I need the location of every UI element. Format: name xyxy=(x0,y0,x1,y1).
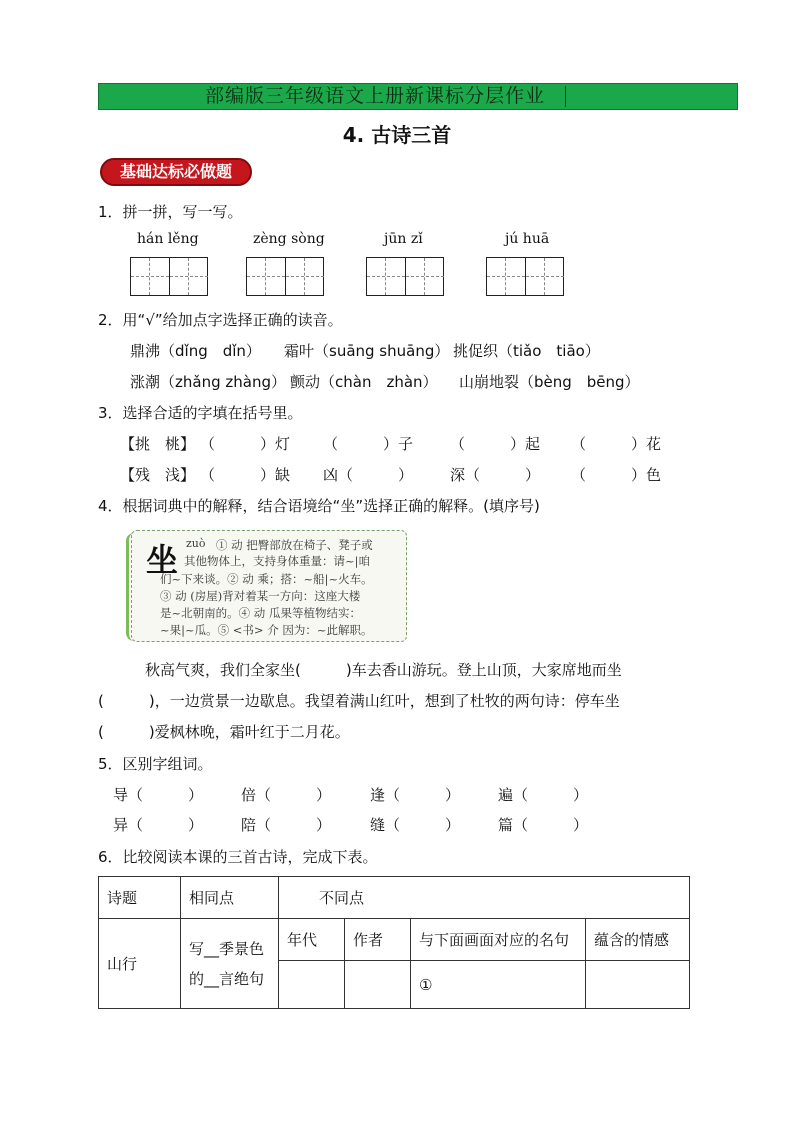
dictionary-line: ~果|~瓜。⑤ <书> 介 因为：~此解职。 xyxy=(160,623,373,637)
section-badge: 基础达标必做题 xyxy=(100,158,252,186)
q5-blank[interactable]: 缝（ ） xyxy=(370,816,461,834)
q5-blank[interactable]: 篇（ ） xyxy=(498,816,589,834)
q5-blank[interactable]: 倍（ ） xyxy=(241,786,332,804)
q6-prompt: 6．比较阅读本课的三首古诗，完成下表。 xyxy=(98,848,378,866)
q5-blank[interactable]: 异（ ） xyxy=(113,816,204,834)
q2-item: 涨潮（zhǎng zhàng） xyxy=(130,373,286,391)
q5-blank[interactable]: 导（ ） xyxy=(113,786,204,804)
subheader-famous-line: 与下面画面对应的名句 xyxy=(411,919,586,961)
q3-prompt: 3．选择合适的字填在括号里。 xyxy=(98,404,303,422)
q3-blank[interactable]: （ ）花 xyxy=(571,435,662,453)
q1-pinyin-3: jūn zǐ xyxy=(384,231,423,247)
q3-blank[interactable]: （ ）灯 xyxy=(200,435,291,453)
subheader-era: 年代 xyxy=(279,919,345,961)
subheader-author: 作者 xyxy=(345,919,411,961)
q2-item: 鼎沸（dǐng dǐn） xyxy=(130,342,261,360)
q5-prompt: 5．区别字组词。 xyxy=(98,755,213,773)
dictionary-line: ③ 动 (房屋)背对着某一方向：这座大楼 xyxy=(160,589,361,603)
dictionary-headword: 坐 xyxy=(146,541,179,579)
dictionary-line: 其他物体上，支持身体重量：请~|咱 xyxy=(184,554,371,568)
dictionary-entry xyxy=(131,530,407,642)
similarity-line: 的__言绝句 xyxy=(189,969,265,988)
q2-prompt: 2．用“√”给加点字选择正确的读音。 xyxy=(98,311,343,329)
header-difference: 不同点 xyxy=(279,877,690,919)
similarity-line: 写__季景色 xyxy=(189,939,265,958)
q4-passage-line: ( )爱枫林晚，霜叶红于二月花。 xyxy=(98,723,350,741)
q1-pinyin-2: zèng sòng xyxy=(253,231,325,247)
q3-blank[interactable]: （ ）子 xyxy=(323,435,414,453)
q1-prompt: 1．拼一拼，写一写。 xyxy=(98,203,243,221)
answer-cell-emotion[interactable] xyxy=(586,961,690,1009)
answer-cell-era[interactable] xyxy=(279,961,345,1009)
q2-item: 颤动（chàn zhàn） xyxy=(290,373,438,391)
text-cursor xyxy=(565,86,566,107)
answer-cell-author[interactable] xyxy=(345,961,411,1009)
dictionary-line: 们~下来谈。② 动 乘；搭：~船|~火车。 xyxy=(160,572,373,586)
q4-prompt: 4．根据词典中的解释，结合语境给“坐”选择正确的解释。(填序号) xyxy=(98,497,540,515)
q4-passage-line: 秋高气爽，我们全家坐( )车去香山游玩。登上山顶，大家席地而坐 xyxy=(145,661,622,679)
subheader-emotion: 蕴含的情感 xyxy=(586,919,690,961)
answer-cell-famous-line[interactable] xyxy=(411,961,586,1009)
q2-item: 挑促织（tiǎo tiāo） xyxy=(453,342,600,360)
dictionary-line: 是~北朝南的。④ 动 瓜果等植物结实： xyxy=(160,606,361,620)
q1-writing-grid-2[interactable] xyxy=(246,257,324,296)
q4-passage-line: ( )，一边赏景一边歇息。我望着满山红叶，想到了杜牧的两句诗：停车坐 xyxy=(98,692,620,710)
q3-blank[interactable]: 凶（ ） xyxy=(323,466,414,484)
q1-writing-grid-4[interactable] xyxy=(486,257,564,296)
poem-title-cell: 山行 xyxy=(99,919,181,1009)
leaf-decoration-icon xyxy=(126,533,143,641)
q3-blank[interactable]: 深（ ） xyxy=(450,466,541,484)
item-marker: ① xyxy=(419,975,433,994)
q1-writing-grid-1[interactable] xyxy=(130,257,208,296)
q3-char-group: 【挑 桃】 xyxy=(120,435,196,453)
dictionary-pinyin: zuò xyxy=(186,537,206,550)
q3-blank[interactable]: （ ）缺 xyxy=(200,466,291,484)
lesson-title: 4. 古诗三首 xyxy=(342,123,452,147)
q5-blank[interactable]: 遍（ ） xyxy=(498,786,589,804)
dictionary-line: ① 动 把臀部放在椅子、凳子或 xyxy=(216,538,373,552)
q3-blank[interactable]: （ ）色 xyxy=(571,466,662,484)
header-poem-title: 诗题 xyxy=(99,877,181,919)
q2-item: 霜叶（suāng shuāng） xyxy=(284,342,450,360)
q5-blank[interactable]: 陪（ ） xyxy=(241,816,332,834)
similarity-cell[interactable] xyxy=(181,919,279,1009)
q5-blank[interactable]: 逢（ ） xyxy=(370,786,461,804)
q1-writing-grid-3[interactable] xyxy=(366,257,444,296)
q3-char-group: 【残 浅】 xyxy=(120,466,196,484)
q2-item: 山崩地裂（bèng bēng） xyxy=(459,373,640,391)
header-similarity: 相同点 xyxy=(181,877,279,919)
q3-blank[interactable]: （ ）起 xyxy=(450,435,541,453)
comparison-table xyxy=(98,876,690,1009)
q1-pinyin-1: hán lěng xyxy=(137,231,199,247)
q1-pinyin-4: jú huā xyxy=(505,231,550,247)
banner-title: 部编版三年级语文上册新课标分层作业 xyxy=(205,85,546,107)
